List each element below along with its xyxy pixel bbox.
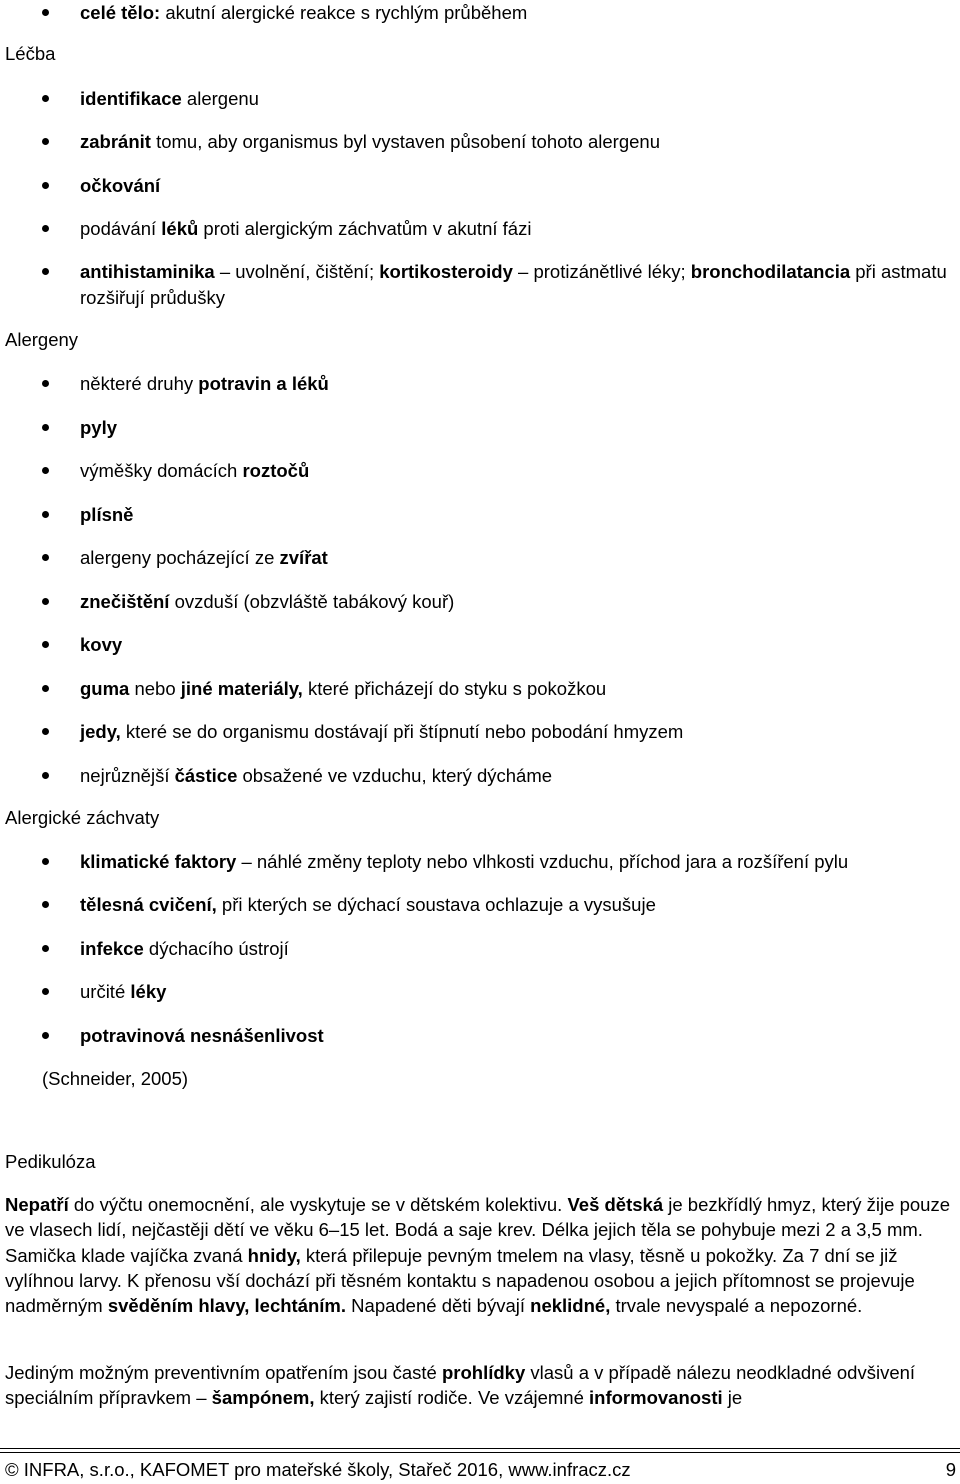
list-item <box>80 936 952 962</box>
bullet-icon <box>42 554 49 561</box>
text-bold: pyly <box>80 417 118 438</box>
text: – náhlé změny teploty nebo vlhkosti vzduchu, příchod jara a rozšíření pylu <box>236 851 849 872</box>
text-bold: prohlídky <box>441 1362 526 1383</box>
text-bold: kovy <box>80 634 123 655</box>
text: do výčtu onemocnění, ale vyskytuje se v dětském kolektivu. <box>68 1194 568 1215</box>
list-item <box>80 0 952 26</box>
list-item <box>80 589 952 615</box>
text: akutní alergické reakce s rychlým průběhem <box>160 2 528 23</box>
text: je <box>722 1387 743 1409</box>
bullet-icon <box>42 380 49 387</box>
text-bold: zvířat <box>279 547 328 568</box>
text-bold: znečištění <box>80 591 170 612</box>
text: které přicházejí do styku s pokožkou <box>302 678 607 699</box>
text: nebo <box>129 678 181 699</box>
list-item <box>80 458 952 484</box>
bullet-icon <box>42 182 49 189</box>
text-bold: zabránit <box>80 131 151 152</box>
list-item <box>80 415 952 441</box>
text: trvale nevyspalé a nepozorné. <box>610 1295 863 1317</box>
section-heading-zachvaty: Alergické záchvaty <box>5 807 160 828</box>
footer-copyright: © INFRA, s.r.o., KAFOMET pro mateřské školy, Stařeč 2016, www.infracz.cz <box>5 1459 631 1480</box>
text: nejrůznější <box>80 765 175 786</box>
text-bold: hnidy, <box>247 1244 301 1266</box>
text-bold: celé tělo: <box>80 2 161 23</box>
list-item <box>80 1023 952 1049</box>
text-bold: antihistaminika <box>80 261 215 282</box>
section-heading-lecba: Léčba <box>5 43 56 64</box>
text-bold: tělesná cvičení, <box>80 894 217 915</box>
bullet-icon <box>42 858 49 865</box>
text-bold: jiné materiály, <box>180 678 303 699</box>
bullet-icon <box>42 728 49 735</box>
text: který zajistí rodiče. Ve vzájemné <box>314 1387 590 1409</box>
text-bold: Veš dětská <box>567 1194 664 1215</box>
text: dýchacího ústrojí <box>143 938 289 959</box>
list-item <box>80 216 952 242</box>
bullet-icon <box>42 95 49 102</box>
text: proti alergickým záchvatům v akutní fázi <box>198 218 532 239</box>
list-item <box>80 129 952 155</box>
bullet-icon <box>42 598 49 605</box>
bullet-icon <box>42 772 49 779</box>
text: obsažené ve vzduchu, který dýcháme <box>237 765 553 786</box>
text-bold: infekce <box>80 938 144 959</box>
bullet-icon <box>42 641 49 648</box>
text: vlasů a v případě nálezu neodkladné odvšivení speciálním přípravkem – <box>5 1362 921 1409</box>
section-heading-pedikuloza: Pedikulóza <box>5 1151 96 1172</box>
text: Napadené děti bývají <box>346 1295 531 1317</box>
text: při astmatu rozšiřují průdušky <box>80 261 952 308</box>
list-item <box>80 632 952 658</box>
footer-divider <box>0 1452 960 1453</box>
list-item <box>80 545 952 571</box>
text: je bezkřídlý hmyz, který žije pouze ve vlasech lidí, nejčastěji dětí ve věku 6–15 let. Bodá a saje krev. Délka jejich těla se pohybuje mezi 2 a 3,5 mm. Samička klade vajíčka zvaná <box>5 1194 956 1266</box>
paragraph <box>5 1192 956 1318</box>
page-number: 9 <box>945 1459 956 1480</box>
text: – uvolnění, čištění; <box>214 261 380 282</box>
bullet-icon <box>42 225 49 232</box>
text: při kterých se dýchací soustava ochlazuje a vysušuje <box>216 894 656 915</box>
text-bold: svěděním hlavy, lechtáním. <box>107 1295 347 1317</box>
citation: (Schneider, 2005) <box>42 1068 189 1089</box>
text-bold: potravinová nesnášenlivost <box>80 1025 324 1046</box>
paragraph <box>5 1360 952 1411</box>
text-bold: klimatické faktory <box>80 851 237 872</box>
text: alergenu <box>181 88 259 109</box>
bullet-icon <box>42 9 49 16</box>
text-bold: kortikosteroidy <box>379 261 513 282</box>
list-item <box>80 502 952 528</box>
list-item <box>80 763 952 789</box>
list-item <box>80 173 952 199</box>
text: tomu, aby organismus byl vystaven působení tohoto alergenu <box>150 131 660 152</box>
text-bold: Nepatří <box>5 1194 69 1215</box>
text-bold: šampónem, <box>211 1387 315 1409</box>
bullet-icon <box>42 901 49 908</box>
text: ovzduší (obzvláště tabákový kouř) <box>169 591 455 612</box>
list-item <box>80 259 952 311</box>
text-bold: guma <box>80 678 130 699</box>
text-bold: léky <box>130 981 167 1002</box>
text: – protizánětlivé léky; <box>512 261 691 282</box>
bullet-icon <box>42 988 49 995</box>
text-bold: plísně <box>80 504 134 525</box>
bullet-icon <box>42 511 49 518</box>
text: která přilepuje pevným tmelem na vlasy, těsně u pokožky. Za 7 dní se již vylíhnou larvy. K přenosu vší dochází při těsném kontaktu s napadenou osobou a jejich přítomnost se projevuje nadměrným <box>5 1244 920 1317</box>
text: určité <box>80 981 131 1002</box>
text-bold: očkování <box>80 175 161 196</box>
list-item <box>80 979 952 1005</box>
text-bold: roztočů <box>242 460 310 481</box>
bullet-icon <box>42 1032 49 1039</box>
list-item <box>80 371 952 397</box>
list-item <box>80 719 952 745</box>
text: výměšky domácích <box>80 460 243 481</box>
page-footer <box>0 1448 960 1484</box>
text: Jediným možným preventivním opatřením jsou časté <box>5 1362 442 1383</box>
list-item <box>80 849 952 875</box>
text-bold: léků <box>161 218 199 239</box>
text-bold: neklidné, <box>530 1295 611 1317</box>
bullet-icon <box>42 685 49 692</box>
section-heading-alergeny: Alergeny <box>5 329 79 350</box>
text-bold: částice <box>174 765 238 786</box>
bullet-icon <box>42 268 49 275</box>
text-bold: identifikace <box>80 88 182 109</box>
bullet-icon <box>42 945 49 952</box>
text-bold: potravin a léků <box>198 373 329 394</box>
text: alergeny pocházející ze <box>80 547 280 568</box>
item-text <box>80 2 527 23</box>
list-item <box>80 86 952 112</box>
text-bold: jedy, <box>80 721 121 742</box>
bullet-icon <box>42 424 49 431</box>
text-bold: informovanosti <box>589 1387 723 1409</box>
text: některé druhy <box>80 373 199 394</box>
text: podávání <box>80 218 162 239</box>
list-item <box>80 676 952 702</box>
bullet-icon <box>42 467 49 474</box>
text: které se do organismu dostávají při štípnutí nebo pobodání hmyzem <box>120 721 684 742</box>
list-item <box>80 892 952 918</box>
text-bold: bronchodilatancia <box>690 261 851 282</box>
bullet-icon <box>42 138 49 145</box>
